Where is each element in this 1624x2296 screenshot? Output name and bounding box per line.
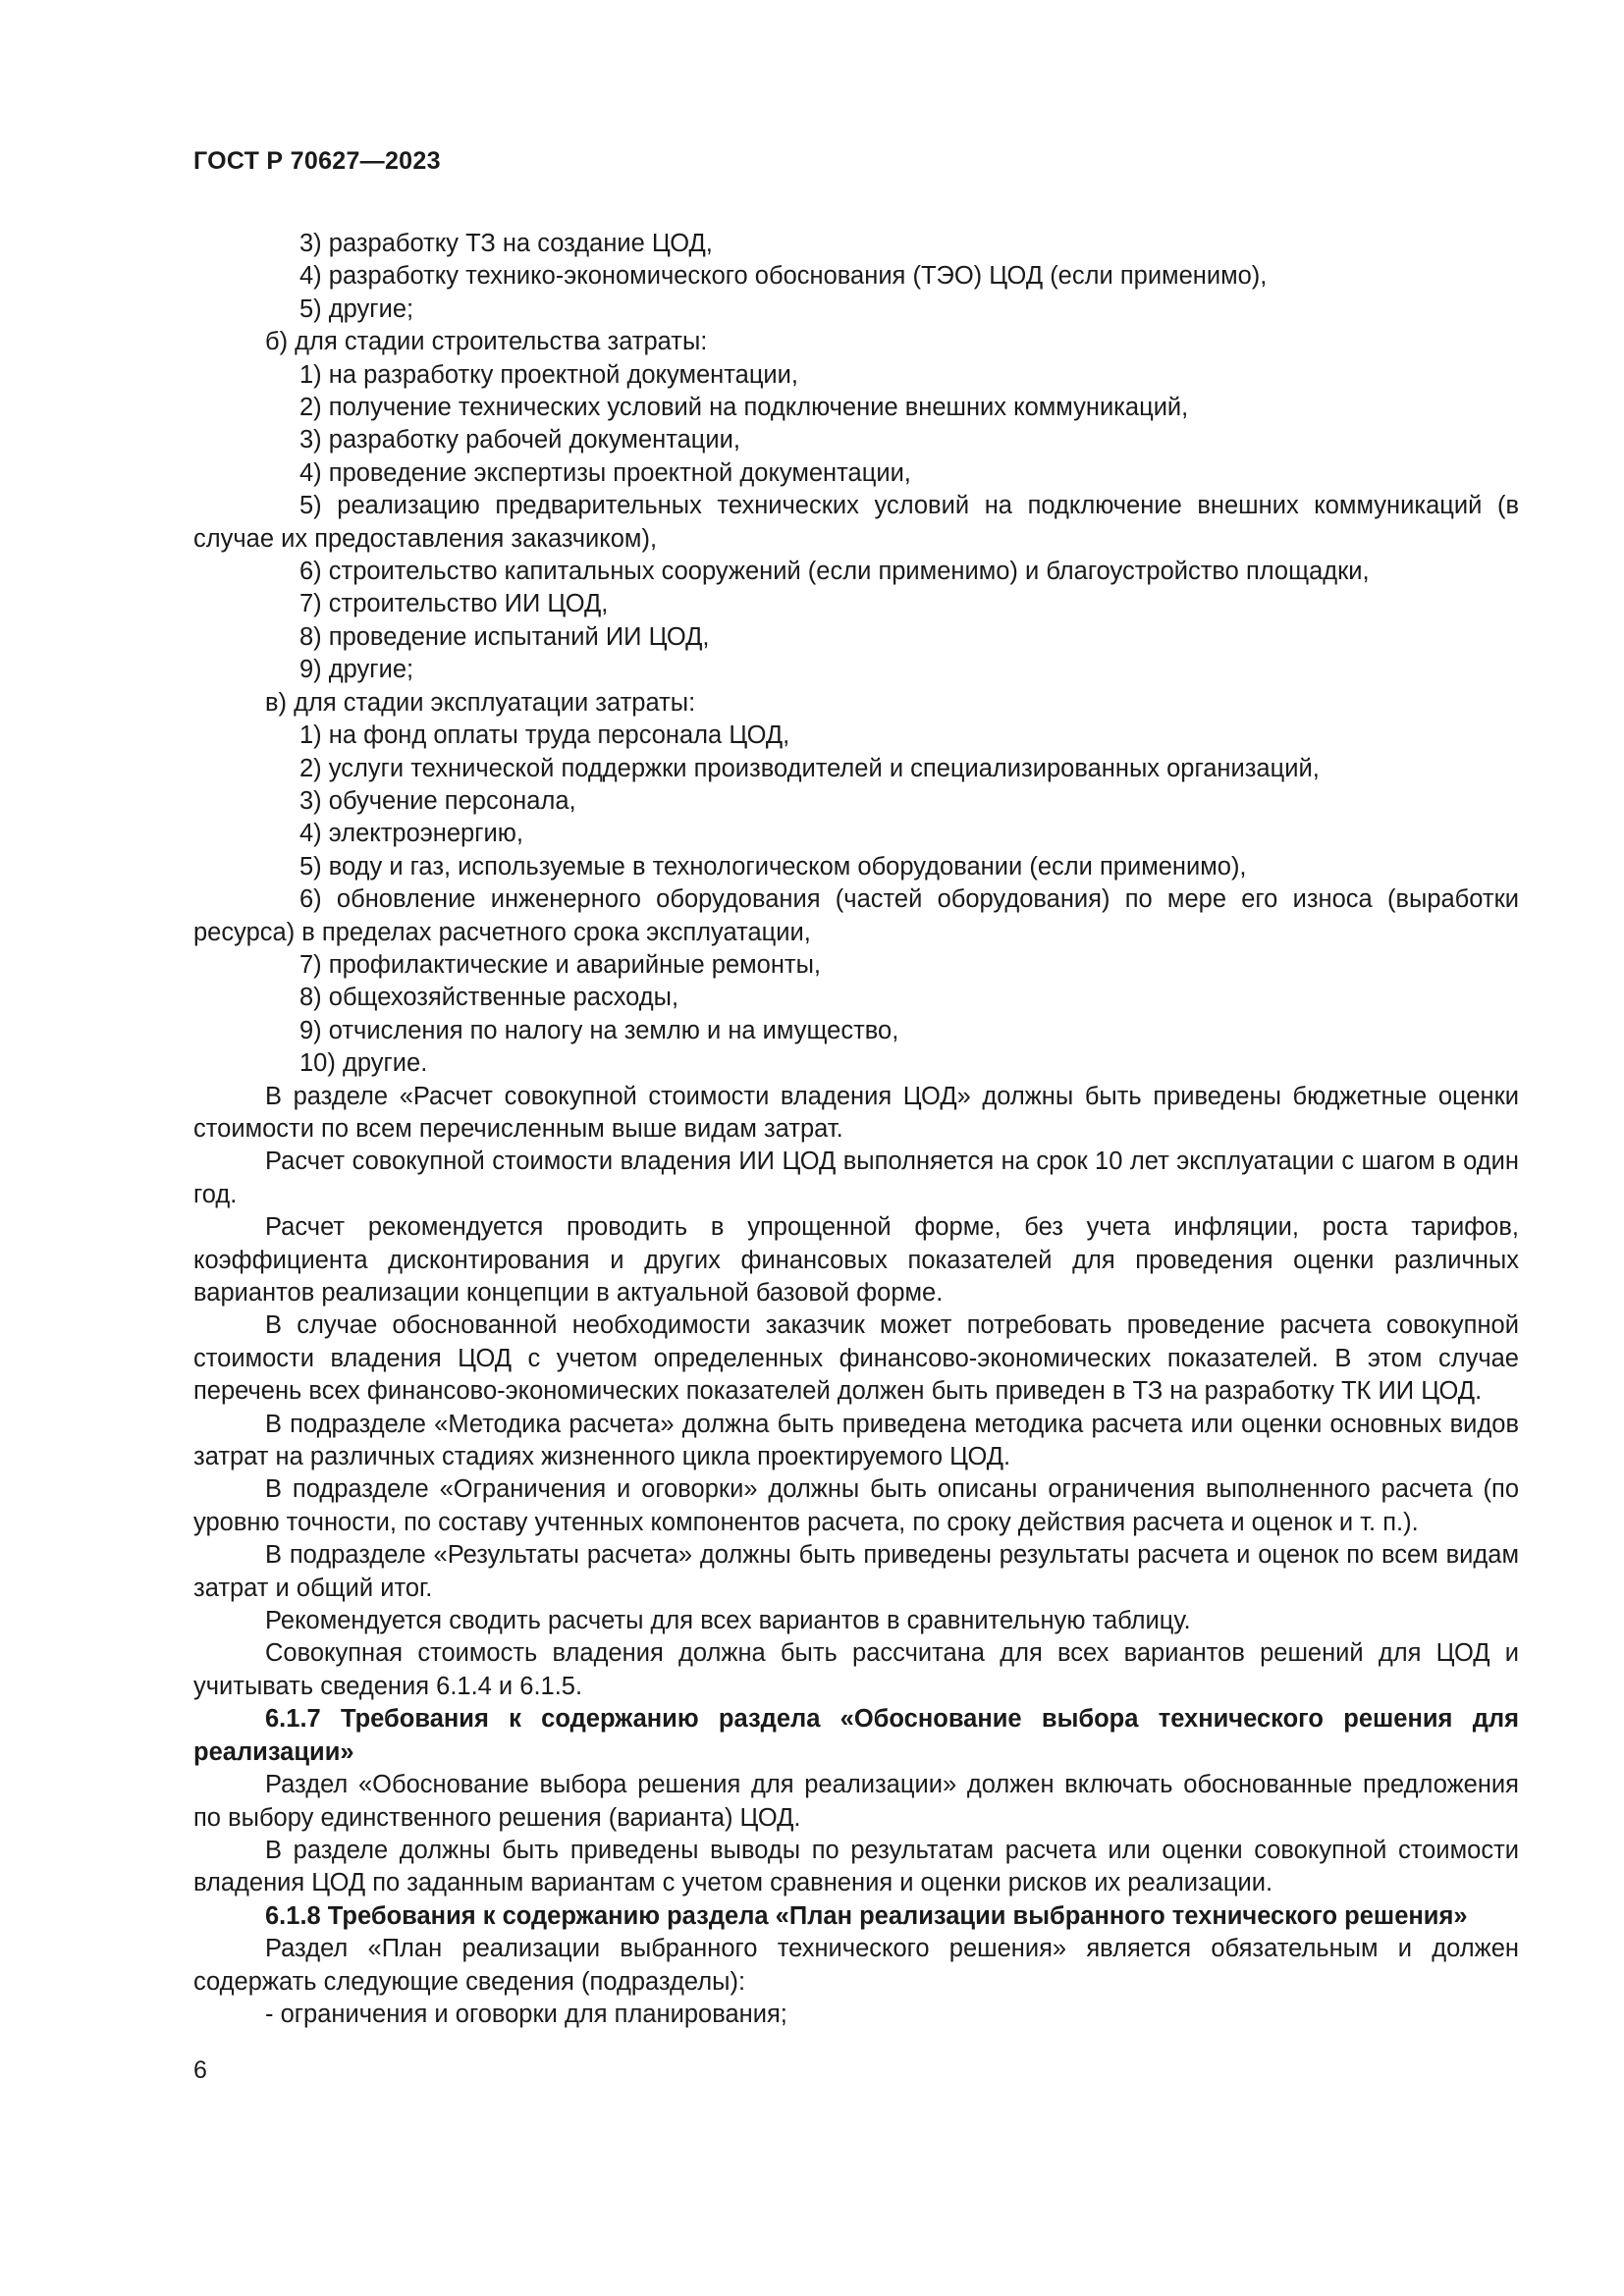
paragraph: 2) получение технических условий на подключение внешних коммуникаций, bbox=[299, 394, 1189, 422]
section-heading: 6.1.7 Требования к содержанию раздела «Обоснование выбора технического решения для реализации» bbox=[193, 1705, 1519, 1766]
paragraph: Рекомендуется сводить расчеты для всех вариантов в сравнительную таблицу. bbox=[265, 1607, 1191, 1635]
paragraph: В подразделе «Результаты расчета» должны быть приведены результаты расчета и оценок по всем видам затрат и общий итог. bbox=[193, 1541, 1519, 1602]
paragraph: 7) профилактические и аварийные ремонты, bbox=[299, 950, 822, 979]
paragraph: 3) разработку ТЗ на создание ЦОД, bbox=[299, 230, 713, 257]
page-number: 6 bbox=[193, 2056, 207, 2084]
paragraph: 9) отчисления по налогу на землю и на имущество, bbox=[299, 1016, 899, 1044]
paragraph: в) для стадии эксплуатации затраты: bbox=[265, 688, 696, 717]
paragraph: 5) другие; bbox=[299, 294, 414, 323]
paragraph: 5) реализацию предварительных технических условий на подключение внешних коммуникаций (в случае их предоставления заказчиком), bbox=[193, 492, 1519, 553]
paragraph: 5) воду и газ, используемые в технологическом оборудовании (если применимо), bbox=[299, 852, 1247, 881]
paragraph: 4) разработку технико-экономического обоснования (ТЭО) ЦОД (если применимо), bbox=[299, 262, 1268, 291]
paragraph: 7) строительство ИИ ЦОД, bbox=[299, 590, 609, 618]
paragraph: Расчет рекомендуется проводить в упрощенной форме, без учета инфляции, роста тарифов, коэффициента дисконтирования и других финансовых показателей для проведения оценки различных вариантов реализации концепции в актуальной базовой форме. bbox=[193, 1213, 1519, 1307]
paragraph: Раздел «План реализации выбранного технического решения» является обязательным и должен содержать следующие сведения (подразделы): bbox=[193, 1935, 1519, 1996]
paragraph: 1) на фонд оплаты труда персонала ЦОД, bbox=[299, 721, 790, 750]
paragraph: - ограничения и оговорки для планирования; bbox=[265, 2000, 787, 2028]
paragraph: В подразделе «Методика расчета» должна быть приведена методика расчета или оценки основных видов затрат на различных стадиях жизненного цикла проектируемого ЦОД. bbox=[193, 1410, 1519, 1471]
paragraph: 8) общехозяйственные расходы, bbox=[299, 984, 679, 1012]
paragraph: В разделе должны быть приведены выводы по результатам расчета или оценки совокупной стоимости владения ЦОД по заданным вариантам с учетом сравнения и оценки рисков их реализации. bbox=[193, 1836, 1519, 1897]
document-body bbox=[193, 228, 1519, 2031]
paragraph: 4) электроэнергию, bbox=[299, 820, 523, 848]
paragraph: 3) разработку рабочей документации, bbox=[299, 426, 740, 454]
paragraph: В разделе «Расчет совокупной стоимости владения ЦОД» должны быть приведены бюджетные оценки стоимости по всем перечисленным выше видам затрат. bbox=[193, 1082, 1519, 1143]
paragraph: Совокупная стоимость владения должна быть рассчитана для всех вариантов решений для ЦОД и учитывать сведения 6.1.4 и 6.1.5. bbox=[193, 1639, 1519, 1700]
paragraph: Раздел «Обоснование выбора решения для реализации» должен включать обоснованные предложения по выбору единственного решения (варианта) ЦОД. bbox=[193, 1771, 1519, 1832]
paragraph: 9) другие; bbox=[299, 656, 414, 684]
paragraph: 3) обучение персонала, bbox=[299, 786, 576, 815]
paragraph: 1) на разработку проектной документации, bbox=[299, 360, 799, 389]
paragraph: 8) проведение испытаний ИИ ЦОД, bbox=[299, 622, 710, 651]
paragraph: Расчет совокупной стоимости владения ИИ ЦОД выполняется на срок 10 лет эксплуатации с шагом в один год. bbox=[193, 1148, 1519, 1208]
paragraph: 6) строительство капитальных сооружений (если применимо) и благоустройство площадки, bbox=[299, 558, 1370, 586]
paragraph: 2) услуги технической поддержки производителей и специализированных организаций, bbox=[299, 754, 1320, 782]
paragraph: 10) другие. bbox=[299, 1049, 428, 1078]
paragraph: б) для стадии строительства затраты: bbox=[265, 328, 708, 356]
section-heading: 6.1.8 Требования к содержанию раздела «План реализации выбранного технического решения» bbox=[265, 1901, 1468, 1930]
paragraph: 6) обновление инженерного оборудования (частей оборудования) по мере его износа (выработки ресурса) в пределах расчетного срока эксплуатации, bbox=[193, 885, 1519, 946]
paragraph: В подразделе «Ограничения и оговорки» должны быть описаны ограничения выполненного расчета (по уровню точности, по составу учтенных компонентов расчета, по сроку действия расчета и оценок и т. п.). bbox=[193, 1475, 1519, 1536]
paragraph: В случае обоснованной необходимости заказчик может потребовать проведение расчета совокупной стоимости владения ЦОД с учетом определенных финансово-экономических показателей. В этом случае перечень всех финансово-экономических показателей должен быть приведен в ТЗ на разработку ТК ИИ ЦОД. bbox=[193, 1311, 1519, 1406]
document-header: ГОСТ Р 70627—2023 bbox=[193, 147, 441, 175]
paragraph: 4) проведение экспертизы проектной документации, bbox=[299, 458, 911, 487]
